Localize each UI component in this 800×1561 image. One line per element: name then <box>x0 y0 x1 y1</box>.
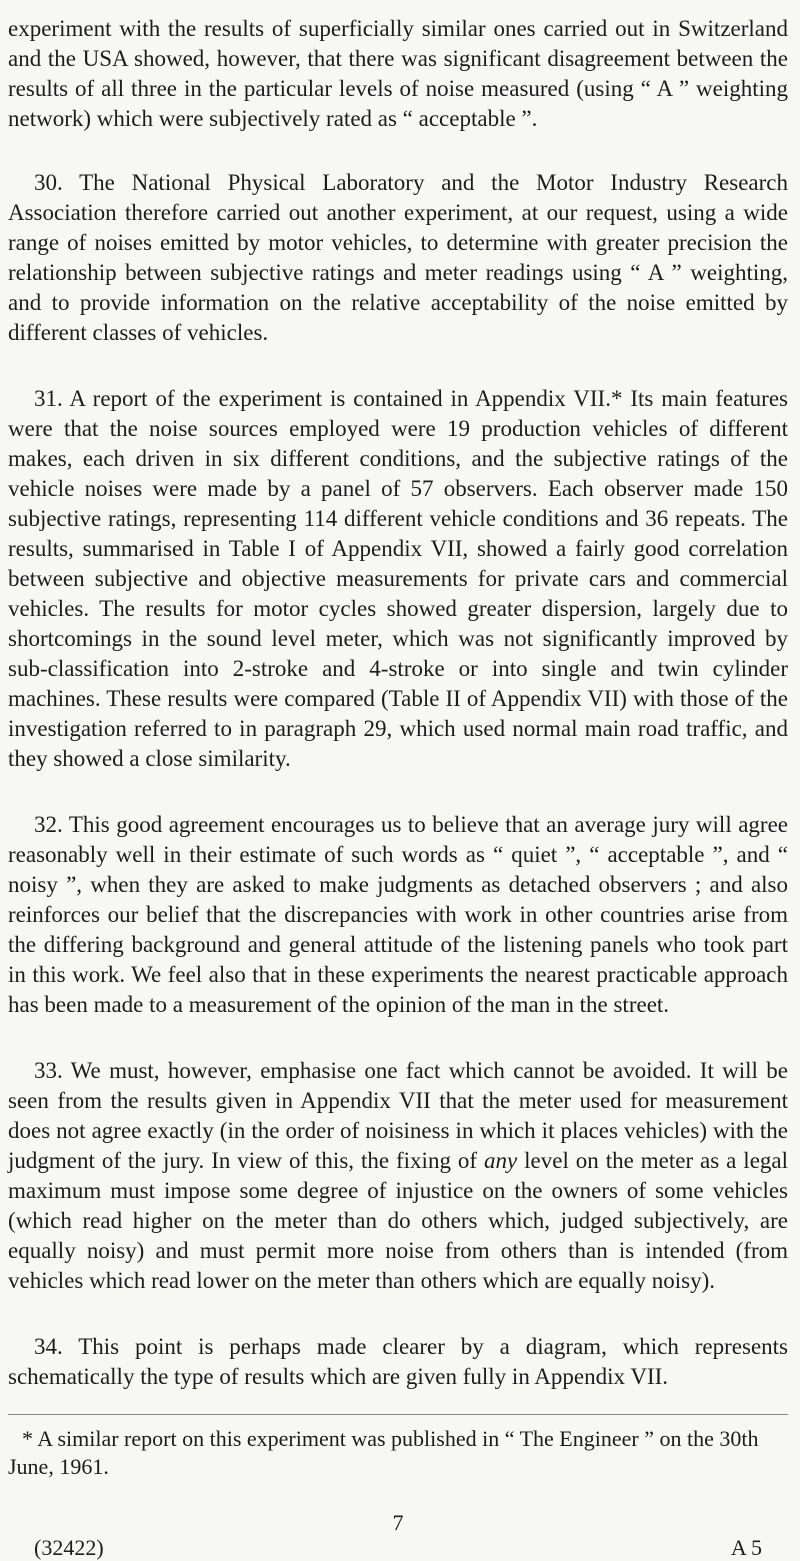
paragraph-32 <box>8 810 788 1020</box>
paragraph-31 <box>8 384 788 774</box>
paragraph-continuation <box>8 14 788 134</box>
paragraph-text-after: level on the meter as a legal maximum must impose some degree of injustice on the owners of some vehicles (which read higher on the meter than do others which, judged subjectively, are equally noisy) and must permit more noise from others than is intended (from vehicles which read lower on the meter than others which are equally noisy). <box>8 1148 788 1293</box>
emphasis-text: any <box>483 1148 518 1173</box>
printer-line <box>8 1535 788 1561</box>
document-page <box>8 14 788 1561</box>
paragraph-text: 31. A report of the experiment is contained in Appendix VII.* Its main features were that the noise sources employed were 19 production vehicles of different makes, each driven in six different conditions, and the subjective ratings of the vehicle noises were made by a panel of 57 observers. Each observer made 150 subjective ratings, representing 114 different vehicle conditions and 36 repeats. The results, summarised in Table I of Appendix VII, showed a fairly good correlation between subjective and objective measurements for private cars and commercial vehicles. The results for motor cycles showed greater dispersion, largely due to shortcomings in the sound level meter, which was not significantly improved by sub-classification into 2-stroke and 4-stroke or into single and twin cylinder machines. These results were compared (Table II of Appendix VII) with those of the investigation referred to in paragraph 29, which used normal main road traffic, and they showed a close similarity. <box>8 386 788 771</box>
print-code: (32422) <box>34 1535 104 1560</box>
footnote-divider <box>8 1414 788 1415</box>
paragraph-text: 34. This point is perhaps made clearer by a diagram, which represents schematically the type of results which are given fully in Appendix VII. <box>8 1334 788 1389</box>
paragraph-34 <box>8 1332 788 1392</box>
paragraph-text-before: 33. We must, however, emphasise one fact which cannot be avoided. It will be seen from the results given in Appendix VII that the meter used for measurement does not agree exactly (in the order of noisiness in which it places vehicles) with the judgment of the jury. In view of this, the fixing of <box>8 1058 788 1173</box>
paragraph-text: 30. The National Physical Laboratory and the Motor Industry Research Association therefore carried out another experiment, at our request, using a wide range of noises emitted by motor vehicles, to determine with greater precision the relationship between subjective ratings and meter readings using “ A ” weighting, and to provide information on the relative acceptability of the noise emitted by different classes of vehicles. <box>8 170 788 345</box>
paragraph-30 <box>8 168 788 348</box>
footnote-text: * A similar report on this experiment was published in “ The Engineer ” on the 30th June, 1961. <box>8 1426 759 1479</box>
paragraph-33 <box>8 1056 788 1296</box>
paragraph-text: experiment with the results of superficially similar ones carried out in Switzerland and the USA showed, however, that there was significant disagreement between the results of all three in the particular levels of noise measured (using “ A ” weighting network) which were subjectively rated as “ acceptable ”. <box>8 16 788 131</box>
page-number: 7 <box>392 1510 404 1535</box>
paragraph-text: 32. This good agreement encourages us to believe that an average jury will agree reasonably well in their estimate of such words as “ quiet ”, “ acceptable ”, and “ noisy ”, when they are asked to make judgments as detached observers ; and also reinforces our belief that the discrepancies with work in other countries arise from the differing background and general attitude of the listening panels who took part in this work. We feel also that in these experiments the nearest practicable approach has been made to a measurement of the opinion of the man in the street. <box>8 812 788 1017</box>
signature-mark: A 5 <box>730 1535 762 1560</box>
footnote <box>8 1425 788 1481</box>
